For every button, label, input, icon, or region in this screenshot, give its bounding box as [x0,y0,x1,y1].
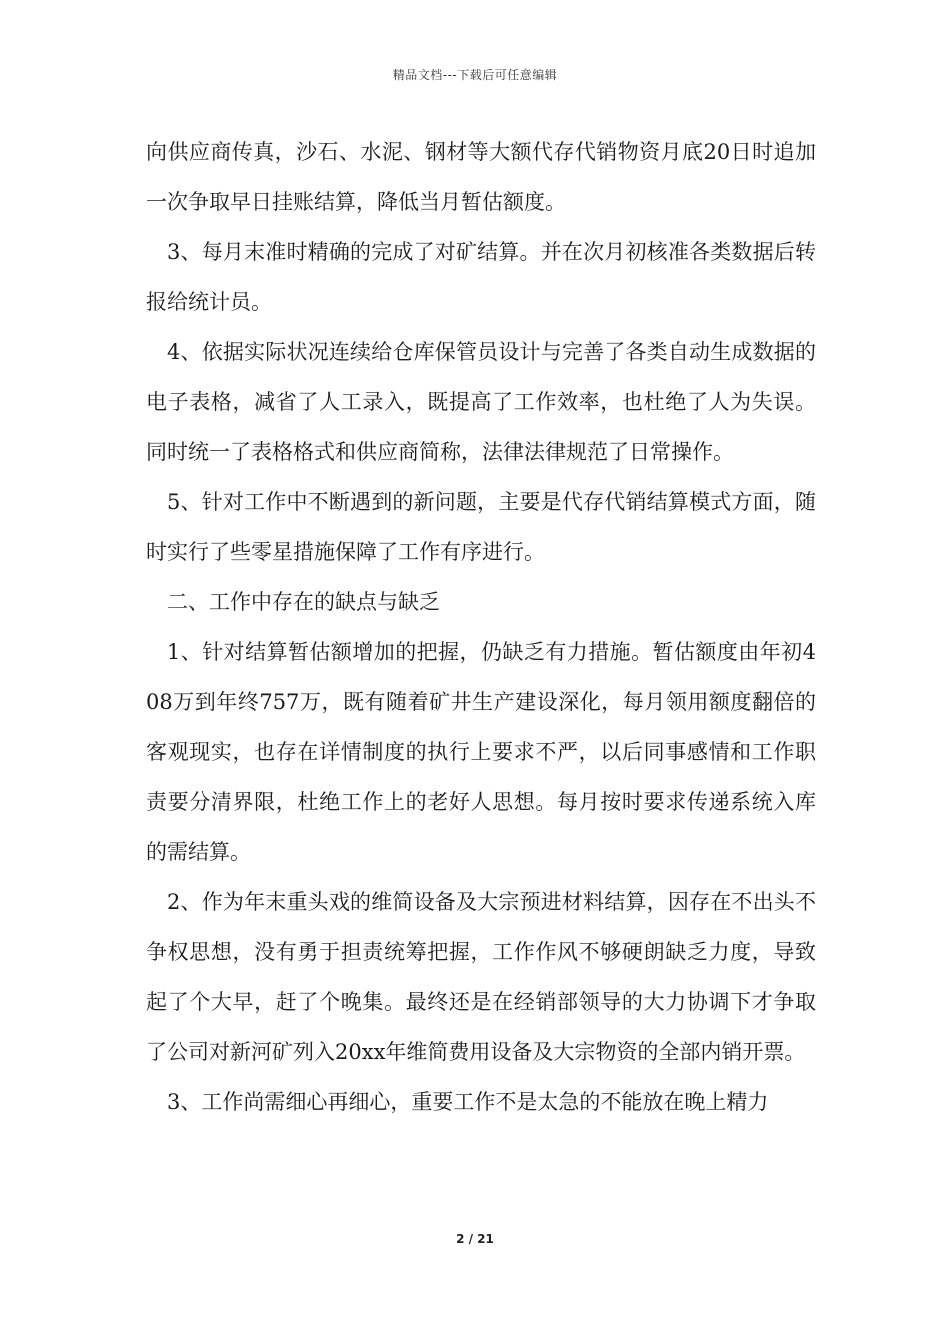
paragraph-deficiency-3: 3、工作尚需细心再细心，重要工作不是太急的不能放在晚上精力 [167,1090,769,1114]
page-number: 2 / 21 [456,1232,494,1246]
paragraph-item-5: 5、针对工作中不断遇到的新问题，主要是代存代销结算模式方面，随时实行了些零星措施保障了工作有序进行。 [146,490,816,564]
document-body [146,127,816,1127]
section-heading: 二、工作中存在的缺点与缺乏 [167,590,440,614]
paragraph-deficiency-1: 1、针对结算暂估额增加的把握，仍缺乏有力措施。暂估额度由年初408万到年终757万，既有随着矿井生产建设深化，每月领用额度翻倍的客观现实，也存在详情制度的执行上要求不严，以后同事感情和工作职责要分清界限，杜绝工作上的老好人思想。每月按时要求传递系统入库的需结算。 [146,640,816,864]
paragraph-item-3: 3、每月末准时精确的完成了对矿结算。并在次月初核准各类数据后转报给统计员。 [146,240,816,314]
paragraph-continuation: 向供应商传真，沙石、水泥、钢材等大额代存代销物资月底20日时追加一次争取早日挂账结算，降低当月暂估额度。 [146,140,816,214]
paragraph-deficiency-2: 2、作为年末重头戏的维简设备及大宗预进材料结算，因存在不出头不争权思想，没有勇于担责统筹把握，工作作风不够硬朗缺乏力度，导致起了个大早，赶了个晚集。最终还是在经销部领导的大力协调下才争取了公司对新河矿列入20xx年维简费用设备及大宗物资的全部内销开票。 [146,890,816,1064]
paragraph-item-4: 4、依据实际状况连续给仓库保管员设计与完善了各类自动生成数据的电子表格，减省了人工录入，既提高了工作效率，也杜绝了人为失误。同时统一了表格格式和供应商简称，法律法律规范了日常操作。 [146,340,816,464]
page-header: 精品文档---下载后可任意编辑 [392,68,558,82]
